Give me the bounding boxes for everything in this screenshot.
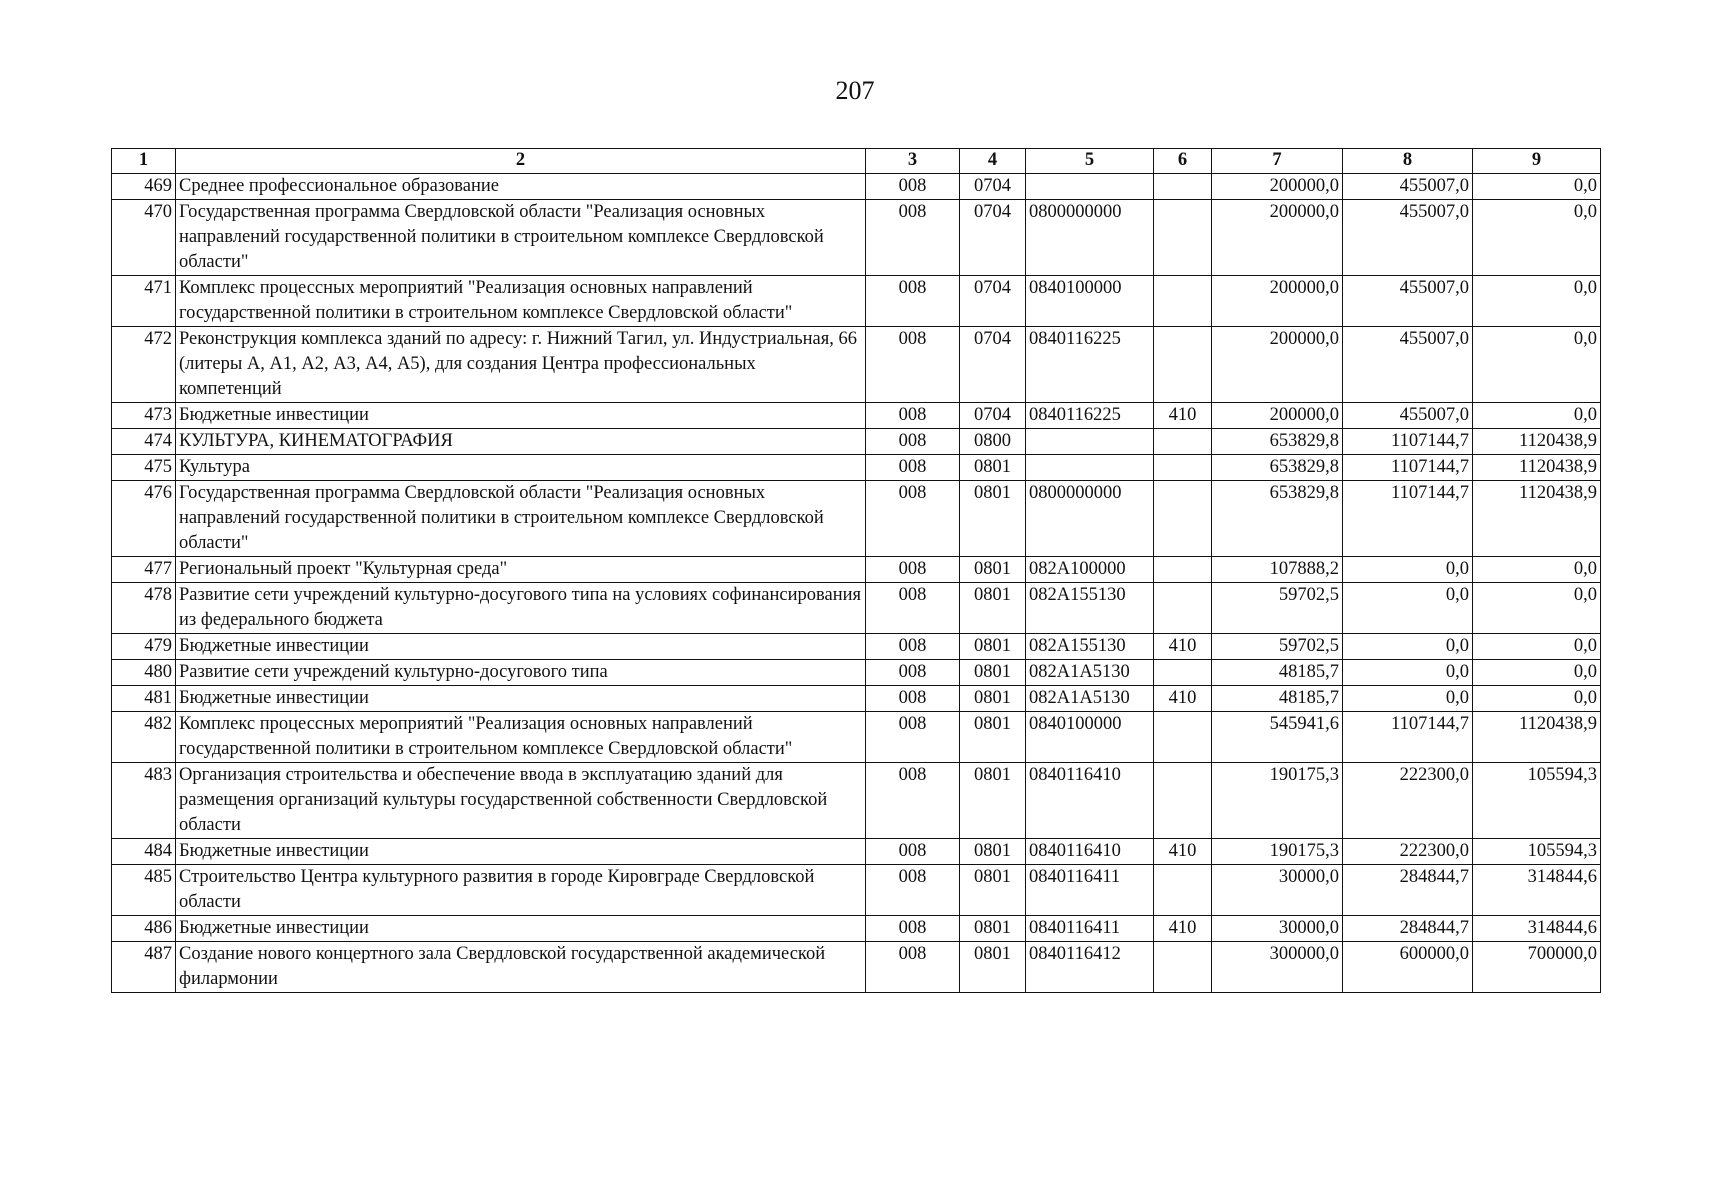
amount-col9: 1120438,9 [1473, 429, 1601, 455]
target-code [1026, 429, 1154, 455]
ministry-code: 008 [866, 583, 960, 634]
row-number: 482 [112, 712, 176, 763]
amount-col8: 0,0 [1343, 583, 1473, 634]
amount-col9: 0,0 [1473, 327, 1601, 403]
table-row [112, 686, 1601, 712]
target-code: 0840116411 [1026, 865, 1154, 916]
target-code: 0800000000 [1026, 200, 1154, 276]
item-name: Комплекс процессных мероприятий "Реализация основных направлений государственной политики в строительном комплексе Свердловской области" [176, 276, 866, 327]
item-name: Комплекс процессных мероприятий "Реализация основных направлений государственной политики в строительном комплексе Свердловской области" [176, 712, 866, 763]
amount-col8: 0,0 [1343, 660, 1473, 686]
row-number: 484 [112, 839, 176, 865]
row-number: 481 [112, 686, 176, 712]
amount-col9: 0,0 [1473, 276, 1601, 327]
section-code: 0801 [960, 942, 1026, 993]
target-code: 082А155130 [1026, 634, 1154, 660]
amount-col9: 0,0 [1473, 634, 1601, 660]
amount-col8: 222300,0 [1343, 763, 1473, 839]
table-row [112, 429, 1601, 455]
header-cell: 2 [176, 149, 866, 174]
expense-type-code [1154, 327, 1212, 403]
table-row [112, 455, 1601, 481]
row-number: 486 [112, 916, 176, 942]
expense-type-code [1154, 429, 1212, 455]
section-code: 0704 [960, 403, 1026, 429]
header-row [112, 149, 1601, 174]
amount-col9: 0,0 [1473, 403, 1601, 429]
target-code: 082А100000 [1026, 557, 1154, 583]
expense-type-code [1154, 174, 1212, 200]
amount-col9: 1120438,9 [1473, 455, 1601, 481]
section-code: 0801 [960, 763, 1026, 839]
row-number: 477 [112, 557, 176, 583]
item-name: Бюджетные инвестиции [176, 916, 866, 942]
target-code: 082А1А5130 [1026, 686, 1154, 712]
amount-col7: 30000,0 [1212, 865, 1343, 916]
target-code: 0840100000 [1026, 712, 1154, 763]
expense-type-code [1154, 557, 1212, 583]
table-row [112, 481, 1601, 557]
ministry-code: 008 [866, 276, 960, 327]
expense-type-code [1154, 276, 1212, 327]
amount-col9: 0,0 [1473, 557, 1601, 583]
item-name: Региональный проект "Культурная среда" [176, 557, 866, 583]
table-row [112, 557, 1601, 583]
amount-col9: 1120438,9 [1473, 712, 1601, 763]
row-number: 476 [112, 481, 176, 557]
target-code [1026, 174, 1154, 200]
ministry-code: 008 [866, 839, 960, 865]
expense-type-code [1154, 660, 1212, 686]
section-code: 0801 [960, 839, 1026, 865]
item-name: Бюджетные инвестиции [176, 686, 866, 712]
amount-col7: 30000,0 [1212, 916, 1343, 942]
amount-col8: 1107144,7 [1343, 712, 1473, 763]
amount-col9: 700000,0 [1473, 942, 1601, 993]
row-number: 479 [112, 634, 176, 660]
ministry-code: 008 [866, 200, 960, 276]
item-name: Создание нового концертного зала Свердловской государственной академической филармонии [176, 942, 866, 993]
amount-col9: 1120438,9 [1473, 481, 1601, 557]
table-row [112, 865, 1601, 916]
expense-type-code: 410 [1154, 634, 1212, 660]
table-row [112, 916, 1601, 942]
item-name: Организация строительства и обеспечение ввода в эксплуатацию зданий для размещения организаций культуры государственной собственности Свердловской области [176, 763, 866, 839]
section-code: 0704 [960, 174, 1026, 200]
amount-col8: 284844,7 [1343, 916, 1473, 942]
target-code [1026, 455, 1154, 481]
item-name: Строительство Центра культурного развития в городе Кировграде Свердловской области [176, 865, 866, 916]
ministry-code: 008 [866, 174, 960, 200]
ministry-code: 008 [866, 916, 960, 942]
ministry-code: 008 [866, 403, 960, 429]
amount-col7: 200000,0 [1212, 327, 1343, 403]
amount-col8: 455007,0 [1343, 403, 1473, 429]
row-number: 483 [112, 763, 176, 839]
header-cell: 5 [1026, 149, 1154, 174]
header-cell: 3 [866, 149, 960, 174]
ministry-code: 008 [866, 634, 960, 660]
header-cell: 7 [1212, 149, 1343, 174]
item-name: Среднее профессиональное образование [176, 174, 866, 200]
ministry-code: 008 [866, 942, 960, 993]
target-code: 082А155130 [1026, 583, 1154, 634]
target-code: 0840116225 [1026, 327, 1154, 403]
section-code: 0704 [960, 327, 1026, 403]
amount-col7: 200000,0 [1212, 403, 1343, 429]
item-name: Бюджетные инвестиции [176, 634, 866, 660]
item-name: Развитие сети учреждений культурно-досугового типа [176, 660, 866, 686]
table-row [112, 276, 1601, 327]
item-name: Развитие сети учреждений культурно-досугового типа на условиях софинансирования из федерального бюджета [176, 583, 866, 634]
amount-col7: 190175,3 [1212, 839, 1343, 865]
amount-col7: 300000,0 [1212, 942, 1343, 993]
target-code: 0800000000 [1026, 481, 1154, 557]
target-code: 0840116410 [1026, 839, 1154, 865]
row-number: 485 [112, 865, 176, 916]
amount-col8: 1107144,7 [1343, 481, 1473, 557]
amount-col9: 0,0 [1473, 174, 1601, 200]
table-row [112, 200, 1601, 276]
table-row [112, 634, 1601, 660]
amount-col7: 59702,5 [1212, 583, 1343, 634]
ministry-code: 008 [866, 865, 960, 916]
amount-col8: 455007,0 [1343, 174, 1473, 200]
section-code: 0801 [960, 686, 1026, 712]
page-number: 207 [835, 76, 875, 105]
table-row [112, 660, 1601, 686]
amount-col7: 107888,2 [1212, 557, 1343, 583]
section-code: 0800 [960, 429, 1026, 455]
section-code: 0801 [960, 916, 1026, 942]
table-row [112, 839, 1601, 865]
item-name: Бюджетные инвестиции [176, 403, 866, 429]
amount-col9: 314844,6 [1473, 916, 1601, 942]
expense-type-code [1154, 712, 1212, 763]
target-code: 0840116225 [1026, 403, 1154, 429]
item-name: Реконструкция комплекса зданий по адресу: г. Нижний Тагил, ул. Индустриальная, 66 (литеры А, А1, А2, А3, А4, А5), для создания Центра профессиональных компетенций [176, 327, 866, 403]
amount-col9: 0,0 [1473, 200, 1601, 276]
item-name: Бюджетные инвестиции [176, 839, 866, 865]
amount-col7: 653829,8 [1212, 429, 1343, 455]
target-code: 0840116411 [1026, 916, 1154, 942]
expense-type-code [1154, 763, 1212, 839]
row-number: 470 [112, 200, 176, 276]
target-code: 082А1А5130 [1026, 660, 1154, 686]
expense-type-code [1154, 200, 1212, 276]
amount-col9: 314844,6 [1473, 865, 1601, 916]
row-number: 469 [112, 174, 176, 200]
item-name: Государственная программа Свердловской области "Реализация основных направлений государственной политики в строительном комплексе Свердловской области" [176, 481, 866, 557]
header-cell: 9 [1473, 149, 1601, 174]
amount-col8: 1107144,7 [1343, 429, 1473, 455]
section-code: 0704 [960, 200, 1026, 276]
amount-col8: 284844,7 [1343, 865, 1473, 916]
amount-col9: 0,0 [1473, 660, 1601, 686]
section-code: 0801 [960, 481, 1026, 557]
amount-col9: 105594,3 [1473, 839, 1601, 865]
section-code: 0801 [960, 865, 1026, 916]
amount-col7: 200000,0 [1212, 174, 1343, 200]
expense-type-code [1154, 481, 1212, 557]
expense-type-code [1154, 942, 1212, 993]
ministry-code: 008 [866, 455, 960, 481]
item-name: Культура [176, 455, 866, 481]
target-code: 0840100000 [1026, 276, 1154, 327]
ministry-code: 008 [866, 763, 960, 839]
expense-type-code: 410 [1154, 916, 1212, 942]
target-code: 0840116410 [1026, 763, 1154, 839]
row-number: 478 [112, 583, 176, 634]
amount-col8: 222300,0 [1343, 839, 1473, 865]
section-code: 0801 [960, 634, 1026, 660]
ministry-code: 008 [866, 557, 960, 583]
table-row [112, 712, 1601, 763]
ministry-code: 008 [866, 481, 960, 557]
ministry-code: 008 [866, 660, 960, 686]
amount-col8: 0,0 [1343, 634, 1473, 660]
ministry-code: 008 [866, 429, 960, 455]
expense-type-code: 410 [1154, 403, 1212, 429]
amount-col8: 1107144,7 [1343, 455, 1473, 481]
item-name: Государственная программа Свердловской области "Реализация основных направлений государственной политики в строительном комплексе Свердловской области" [176, 200, 866, 276]
header-cell: 6 [1154, 149, 1212, 174]
row-number: 471 [112, 276, 176, 327]
section-code: 0704 [960, 276, 1026, 327]
header-cell: 1 [112, 149, 176, 174]
header-cell: 4 [960, 149, 1026, 174]
ministry-code: 008 [866, 686, 960, 712]
amount-col7: 190175,3 [1212, 763, 1343, 839]
amount-col8: 455007,0 [1343, 200, 1473, 276]
table-row [112, 942, 1601, 993]
amount-col7: 653829,8 [1212, 455, 1343, 481]
item-name: КУЛЬТУРА, КИНЕМАТОГРАФИЯ [176, 429, 866, 455]
amount-col8: 600000,0 [1343, 942, 1473, 993]
expense-type-code [1154, 583, 1212, 634]
target-code: 0840116412 [1026, 942, 1154, 993]
section-code: 0801 [960, 660, 1026, 686]
table-row [112, 583, 1601, 634]
amount-col7: 200000,0 [1212, 200, 1343, 276]
amount-col7: 48185,7 [1212, 686, 1343, 712]
amount-col9: 105594,3 [1473, 763, 1601, 839]
amount-col9: 0,0 [1473, 686, 1601, 712]
section-code: 0801 [960, 712, 1026, 763]
amount-col7: 200000,0 [1212, 276, 1343, 327]
amount-col7: 545941,6 [1212, 712, 1343, 763]
amount-col8: 455007,0 [1343, 327, 1473, 403]
expense-type-code: 410 [1154, 686, 1212, 712]
table-row [112, 327, 1601, 403]
row-number: 474 [112, 429, 176, 455]
expense-type-code [1154, 455, 1212, 481]
table-row [112, 403, 1601, 429]
amount-col8: 0,0 [1343, 686, 1473, 712]
row-number: 472 [112, 327, 176, 403]
amount-col7: 653829,8 [1212, 481, 1343, 557]
amount-col8: 0,0 [1343, 557, 1473, 583]
row-number: 473 [112, 403, 176, 429]
amount-col7: 59702,5 [1212, 634, 1343, 660]
budget-table [111, 148, 1601, 993]
expense-type-code [1154, 865, 1212, 916]
section-code: 0801 [960, 455, 1026, 481]
ministry-code: 008 [866, 327, 960, 403]
section-code: 0801 [960, 583, 1026, 634]
table-body [112, 174, 1601, 993]
ministry-code: 008 [866, 712, 960, 763]
section-code: 0801 [960, 557, 1026, 583]
expense-type-code: 410 [1154, 839, 1212, 865]
row-number: 487 [112, 942, 176, 993]
row-number: 480 [112, 660, 176, 686]
amount-col8: 455007,0 [1343, 276, 1473, 327]
amount-col9: 0,0 [1473, 583, 1601, 634]
row-number: 475 [112, 455, 176, 481]
header-cell: 8 [1343, 149, 1473, 174]
table-row [112, 174, 1601, 200]
table-row [112, 763, 1601, 839]
amount-col7: 48185,7 [1212, 660, 1343, 686]
